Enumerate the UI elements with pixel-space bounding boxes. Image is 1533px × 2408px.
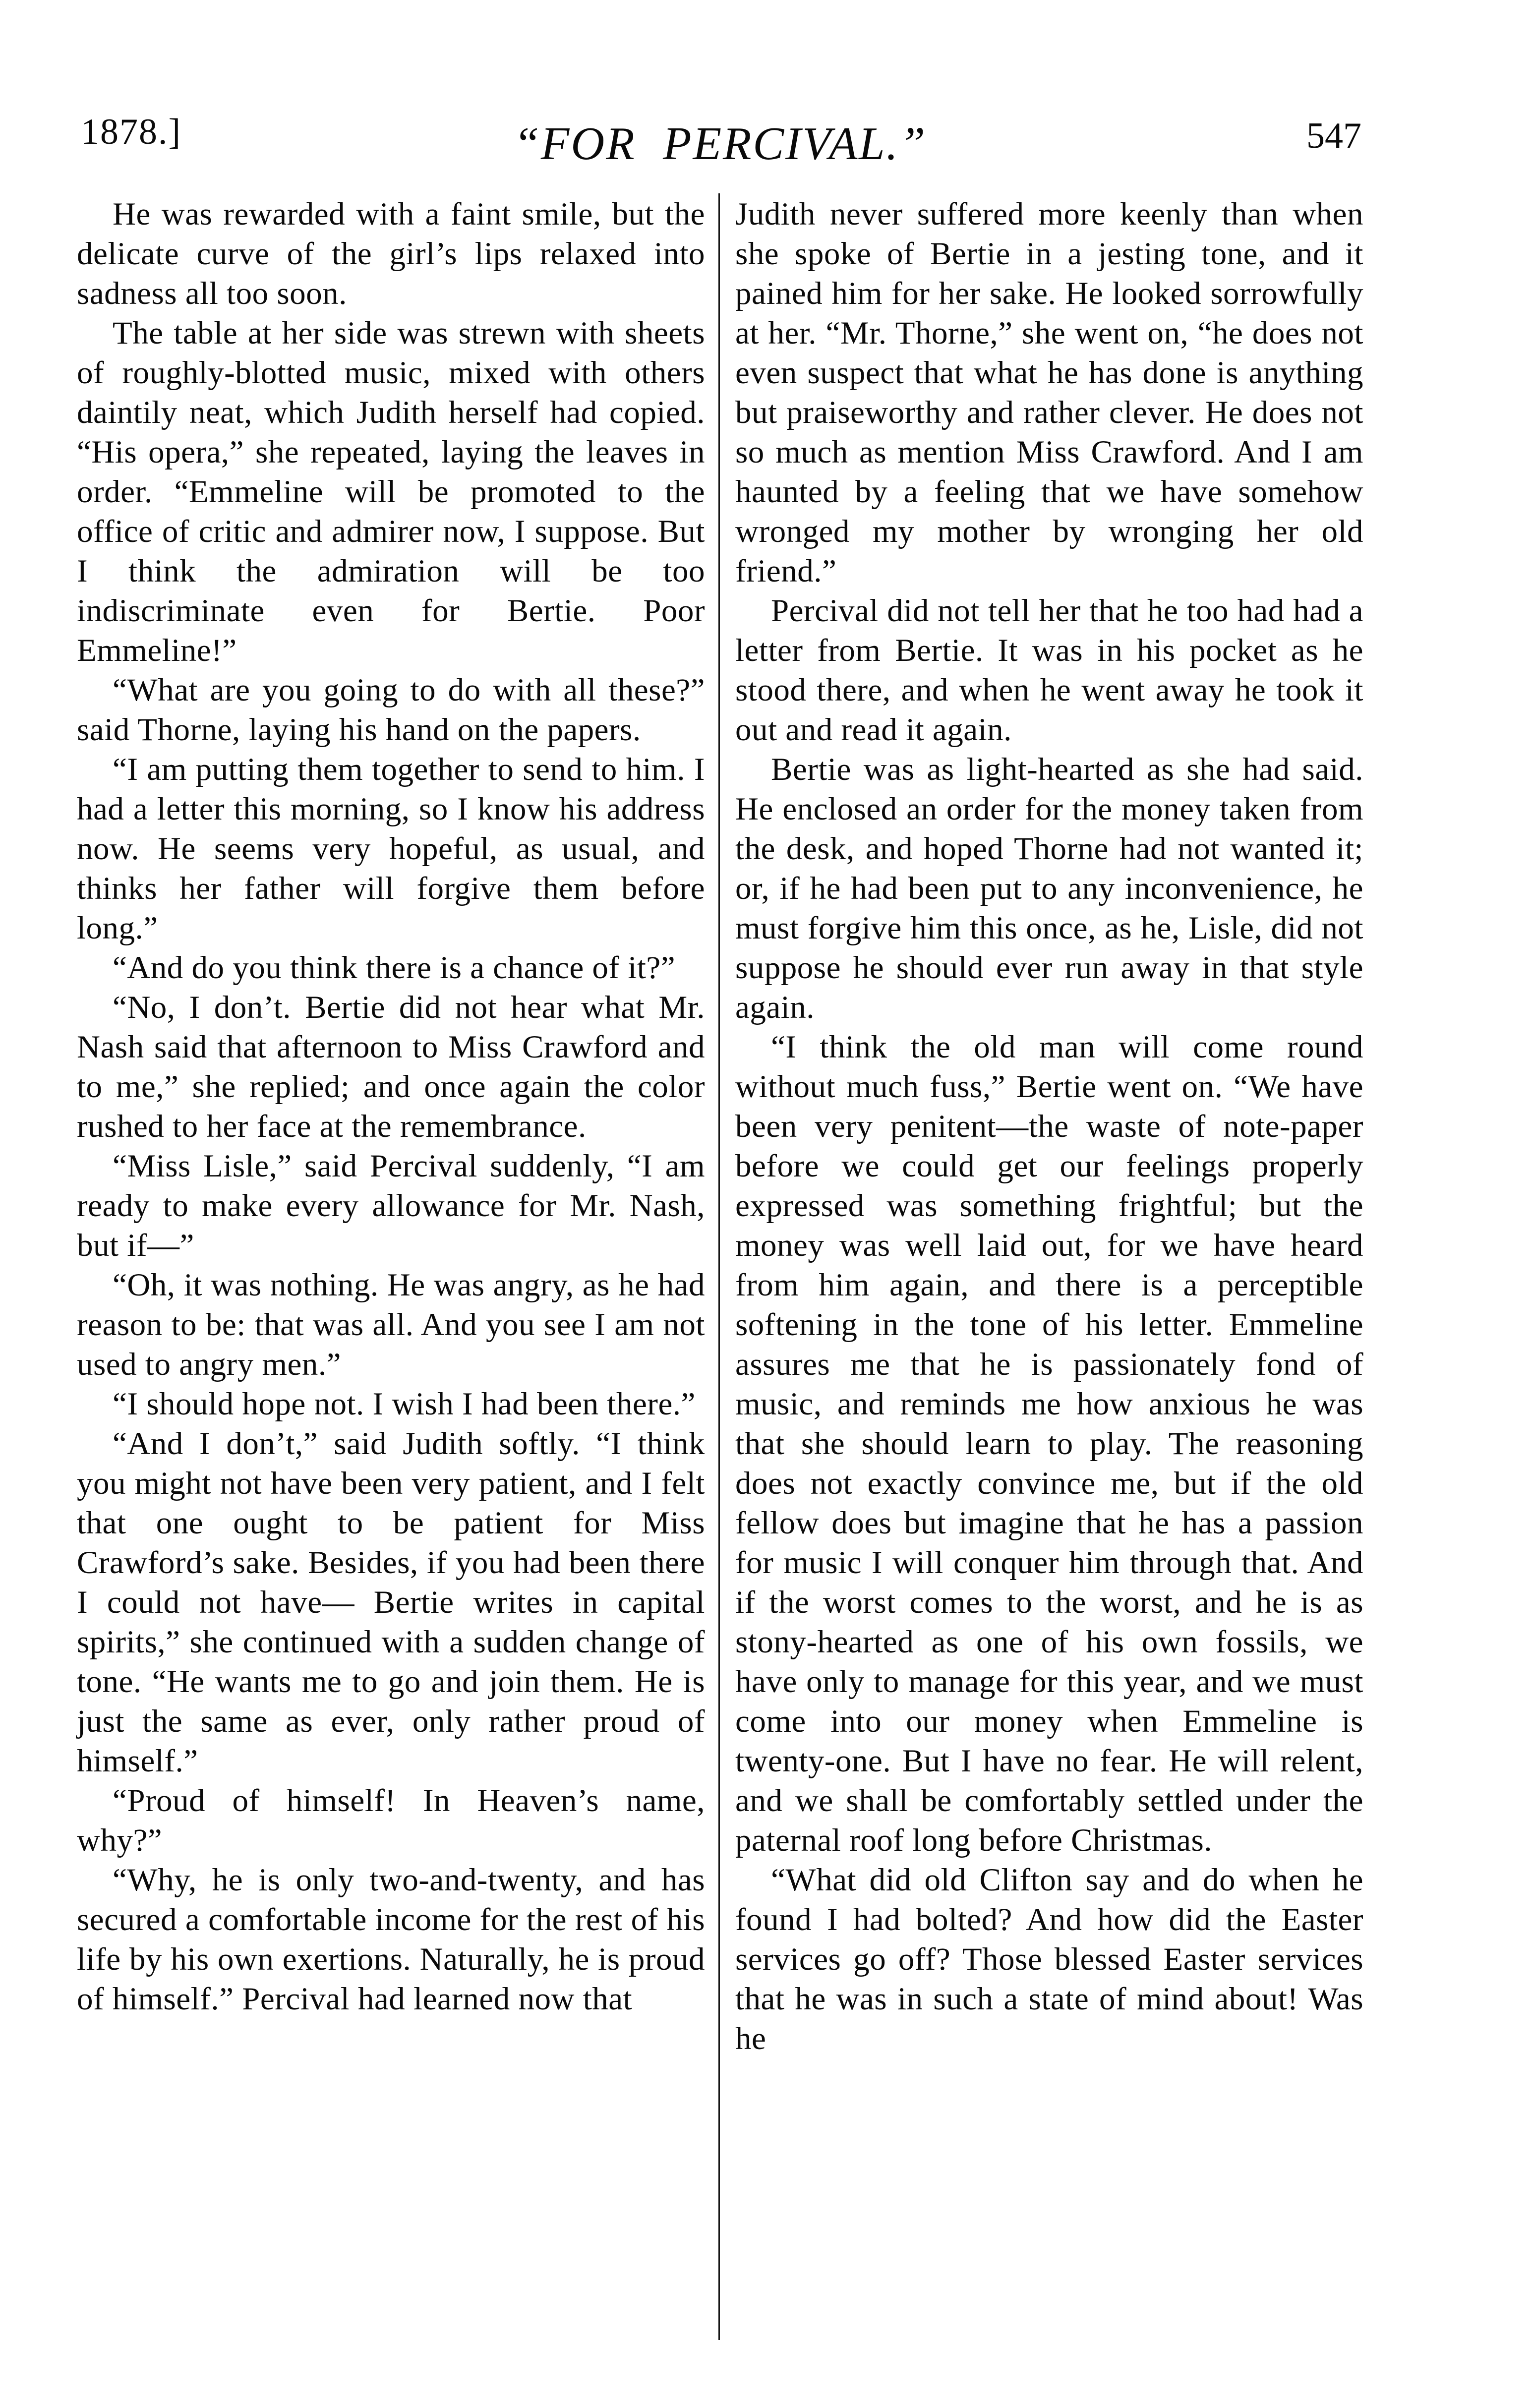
paragraph: “Miss Lisle,” said Percival suddenly, “I am ready to make every allowance for Mr. Nash, but if—” bbox=[77, 1148, 705, 1263]
left-column bbox=[77, 194, 705, 2019]
paragraph: “And do you think there is a chance of it?” bbox=[113, 950, 676, 986]
paragraph: He was rewarded with a faint smile, but the delicate curve of the girl’s lips relaxed into sadness all too soon. bbox=[77, 196, 705, 311]
paragraph: “No, I don’t. Bertie did not hear what Mr. Nash said that afternoon to Miss Crawford and to me,” she replied; and once again the color rushed to her face at the remembrance. bbox=[77, 990, 705, 1144]
paragraph: “What are you going to do with all these?” said Thorne, laying his hand on the papers. bbox=[77, 672, 705, 748]
paragraph: “Proud of himself! In Heaven’s name, why?” bbox=[77, 1783, 705, 1858]
header-title: “FOR PERCIVAL.” bbox=[513, 118, 927, 170]
running-head bbox=[77, 108, 1363, 177]
right-column bbox=[735, 194, 1363, 2058]
header-page-number: 547 bbox=[1306, 116, 1361, 156]
paragraph: “I think the old man will come round without much fuss,” Bertie went on. “We have been very penitent—the waste of note-paper before we could get our feelings properly expressed was something frightful; but the money was well laid out, for we have heard from him again, and there is a perceptible softening in the tone of his letter. Emmeline assures me that he is passionately fond of music, and reminds me how anxious he was that she should learn to play. The reasoning does not exactly convince me, but if the old fellow does but imagine that he has a passion for music I will conquer him through that. And if the worst comes to the worst, and he is as stony-hearted as one of his own fossils, we have only to manage for this year, and we must come into our money when Emmeline is twenty-one. But I have no fear. He will relent, and we shall be comfortably settled under the paternal roof long before Christmas. bbox=[735, 1029, 1363, 1858]
paragraph: “Why, he is only two-and-twenty, and has secured a comfortable income for the rest of his life by his own exertions. Naturally, he is proud of himself.” Percival had learned now that bbox=[77, 1862, 705, 2017]
paragraph: The table at her side was strewn with sheets of roughly-blotted music, mixed with others daintily neat, which Judith herself had copied. “His opera,” she repeated, laying the leaves in order. “Emmeline will be promoted to the office of critic and admirer now, I suppose. But I think the admiration will be too indiscriminate even for Bertie. Poor Emmeline!” bbox=[77, 315, 705, 668]
paragraph: Judith never suffered more keenly than when she spoke of Bertie in a jesting tone, and it pained him for her sake. He looked sorrowfully at her. “Mr. Thorne,” she went on, “he does not even suspect that what he has done is anything but praiseworthy and rather clever. He does not so much as mention Miss Crawford. And I am haunted by a feeling that we have somehow wronged my mother by wronging her old friend.” bbox=[735, 196, 1363, 589]
paragraph: Bertie was as light-hearted as she had said. He enclosed an order for the money taken from the desk, and hoped Thorne had not wanted it; or, if he had been put to any inconvenience, he must forgive him this once, as he, Lisle, did not suppose he should ever run away in that style again. bbox=[735, 752, 1363, 1025]
column-divider-rule bbox=[718, 193, 720, 2340]
paragraph: “Oh, it was nothing. He was angry, as he had reason to be: that was all. And you see I am not used to angry men.” bbox=[77, 1267, 705, 1382]
paragraph: “And I don’t,” said Judith softly. “I think you might not have been very patient, and I felt that one ought to be patient for Miss Crawford’s sake. Besides, if you had been there I could not have— Bertie writes in capital spirits,” she continued with a sudden change of tone. “He wants me to go and join them. He is just the same as ever, only rather proud of himself.” bbox=[77, 1426, 705, 1779]
header-year: 1878.] bbox=[81, 112, 182, 152]
paragraph: “I should hope not. I wish I had been there.” bbox=[113, 1386, 696, 1422]
paragraph: “What did old Clifton say and do when he found I had bolted? And how did the Easter services go off? Those blessed Easter services that he was in such a state of mind about! Was he bbox=[735, 1862, 1363, 2056]
paragraph: Percival did not tell her that he too had had a letter from Bertie. It was in his pocket as he stood there, and when he went away he took it out and read it again. bbox=[735, 593, 1363, 748]
paragraph: “I am putting them together to send to him. I had a letter this morning, so I know his address now. He seems very hopeful, as usual, and thinks her father will forgive them before long.” bbox=[77, 752, 705, 946]
